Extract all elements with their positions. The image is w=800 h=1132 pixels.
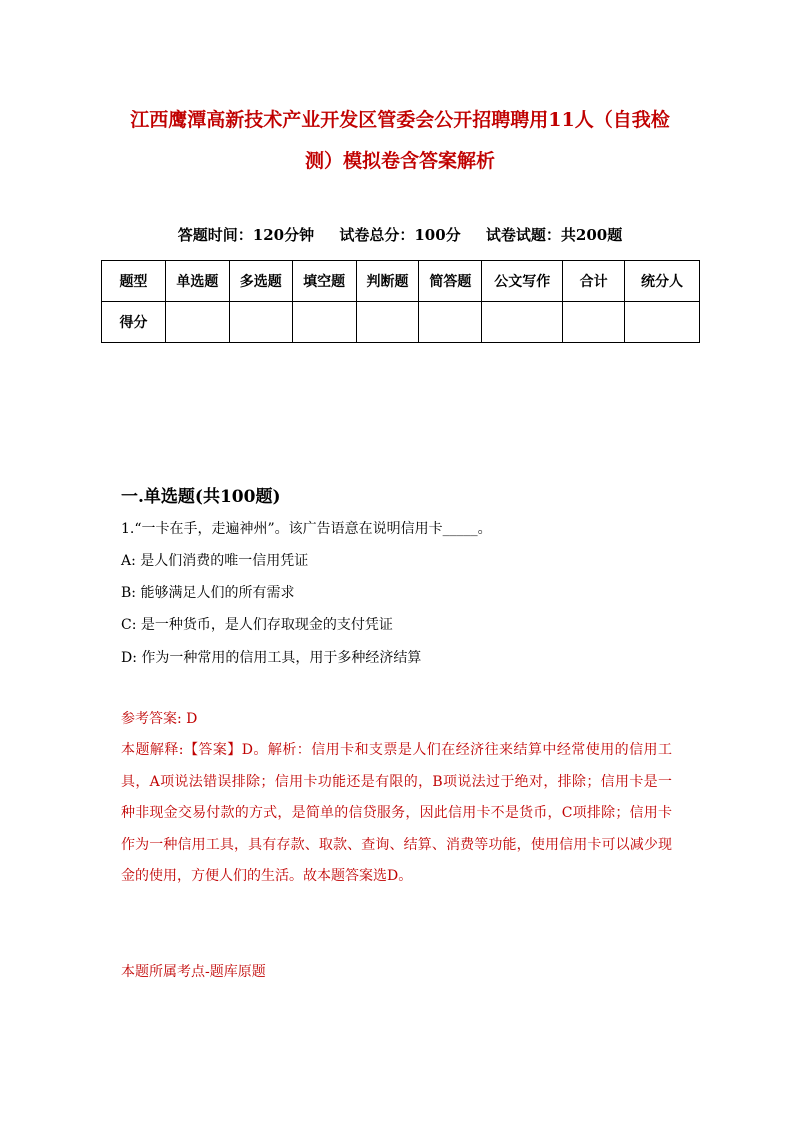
header-cell: 填空题 <box>292 261 356 302</box>
page-title-line-1: 江西鹰潭高新技术产业开发区管委会公开招聘聘用11人（自我检 <box>130 109 670 131</box>
option-a: A: 是人们消费的唯一信用凭证 <box>121 553 309 569</box>
score-cell <box>625 302 700 343</box>
exam-time: 答题时间：120分钟 <box>177 226 315 244</box>
score-cell <box>419 302 482 343</box>
answer-explanation: 本题解释:【答案】D。解析：信用卡和支票是人们在经济往来结算中经常使用的信用工具，A项说法错误排除；信用卡功能还是有限的，B项说法过于绝对，排除；信用卡是一种非现金交易付款的方式，是简单的信贷服务，因此信用卡不是货币，C项排除；信用卡作为一种信用工具，具有存款、取款、查询、结算、消费等功能，使用信用卡可以减少现金的使用，方便人们的生活。故本题答案选D。 <box>121 742 672 884</box>
header-cell: 多选题 <box>229 261 292 302</box>
section-heading: 一.单选题(共100题) <box>121 487 281 507</box>
exam-meta <box>100 224 700 245</box>
header-cell: 简答题 <box>419 261 482 302</box>
exam-question-count: 试卷试题：共200题 <box>485 226 623 244</box>
header-cell: 公文写作 <box>482 261 563 302</box>
option-b: B: 能够满足人们的所有需求 <box>121 585 295 601</box>
knowledge-point: 本题所属考点-题库原题 <box>121 964 266 980</box>
header-cell: 判断题 <box>356 261 419 302</box>
option-c: C: 是一种货币，是人们存取现金的支付凭证 <box>121 617 393 633</box>
score-table <box>101 260 700 343</box>
header-cell: 统分人 <box>625 261 700 302</box>
score-cell <box>165 302 229 343</box>
exam-total-score: 试卷总分：100分 <box>339 226 461 244</box>
score-cell <box>563 302 625 343</box>
score-row-label: 得分 <box>102 302 166 343</box>
page-title-line-2: 测）模拟卷含答案解析 <box>304 150 495 172</box>
header-cell: 单选题 <box>165 261 229 302</box>
score-cell <box>292 302 356 343</box>
score-cell <box>229 302 292 343</box>
score-cell <box>482 302 563 343</box>
score-table-score-row <box>102 302 700 343</box>
header-cell: 题型 <box>102 261 166 302</box>
question-stem: 1.“一卡在手，走遍神州”。该广告语意在说明信用卡_____。 <box>121 521 492 537</box>
score-table-header-row <box>102 261 700 302</box>
option-d: D: 作为一种常用的信用工具，用于多种经济结算 <box>121 650 422 666</box>
header-cell: 合计 <box>563 261 625 302</box>
reference-answer: 参考答案: D <box>121 711 198 727</box>
score-cell <box>356 302 419 343</box>
